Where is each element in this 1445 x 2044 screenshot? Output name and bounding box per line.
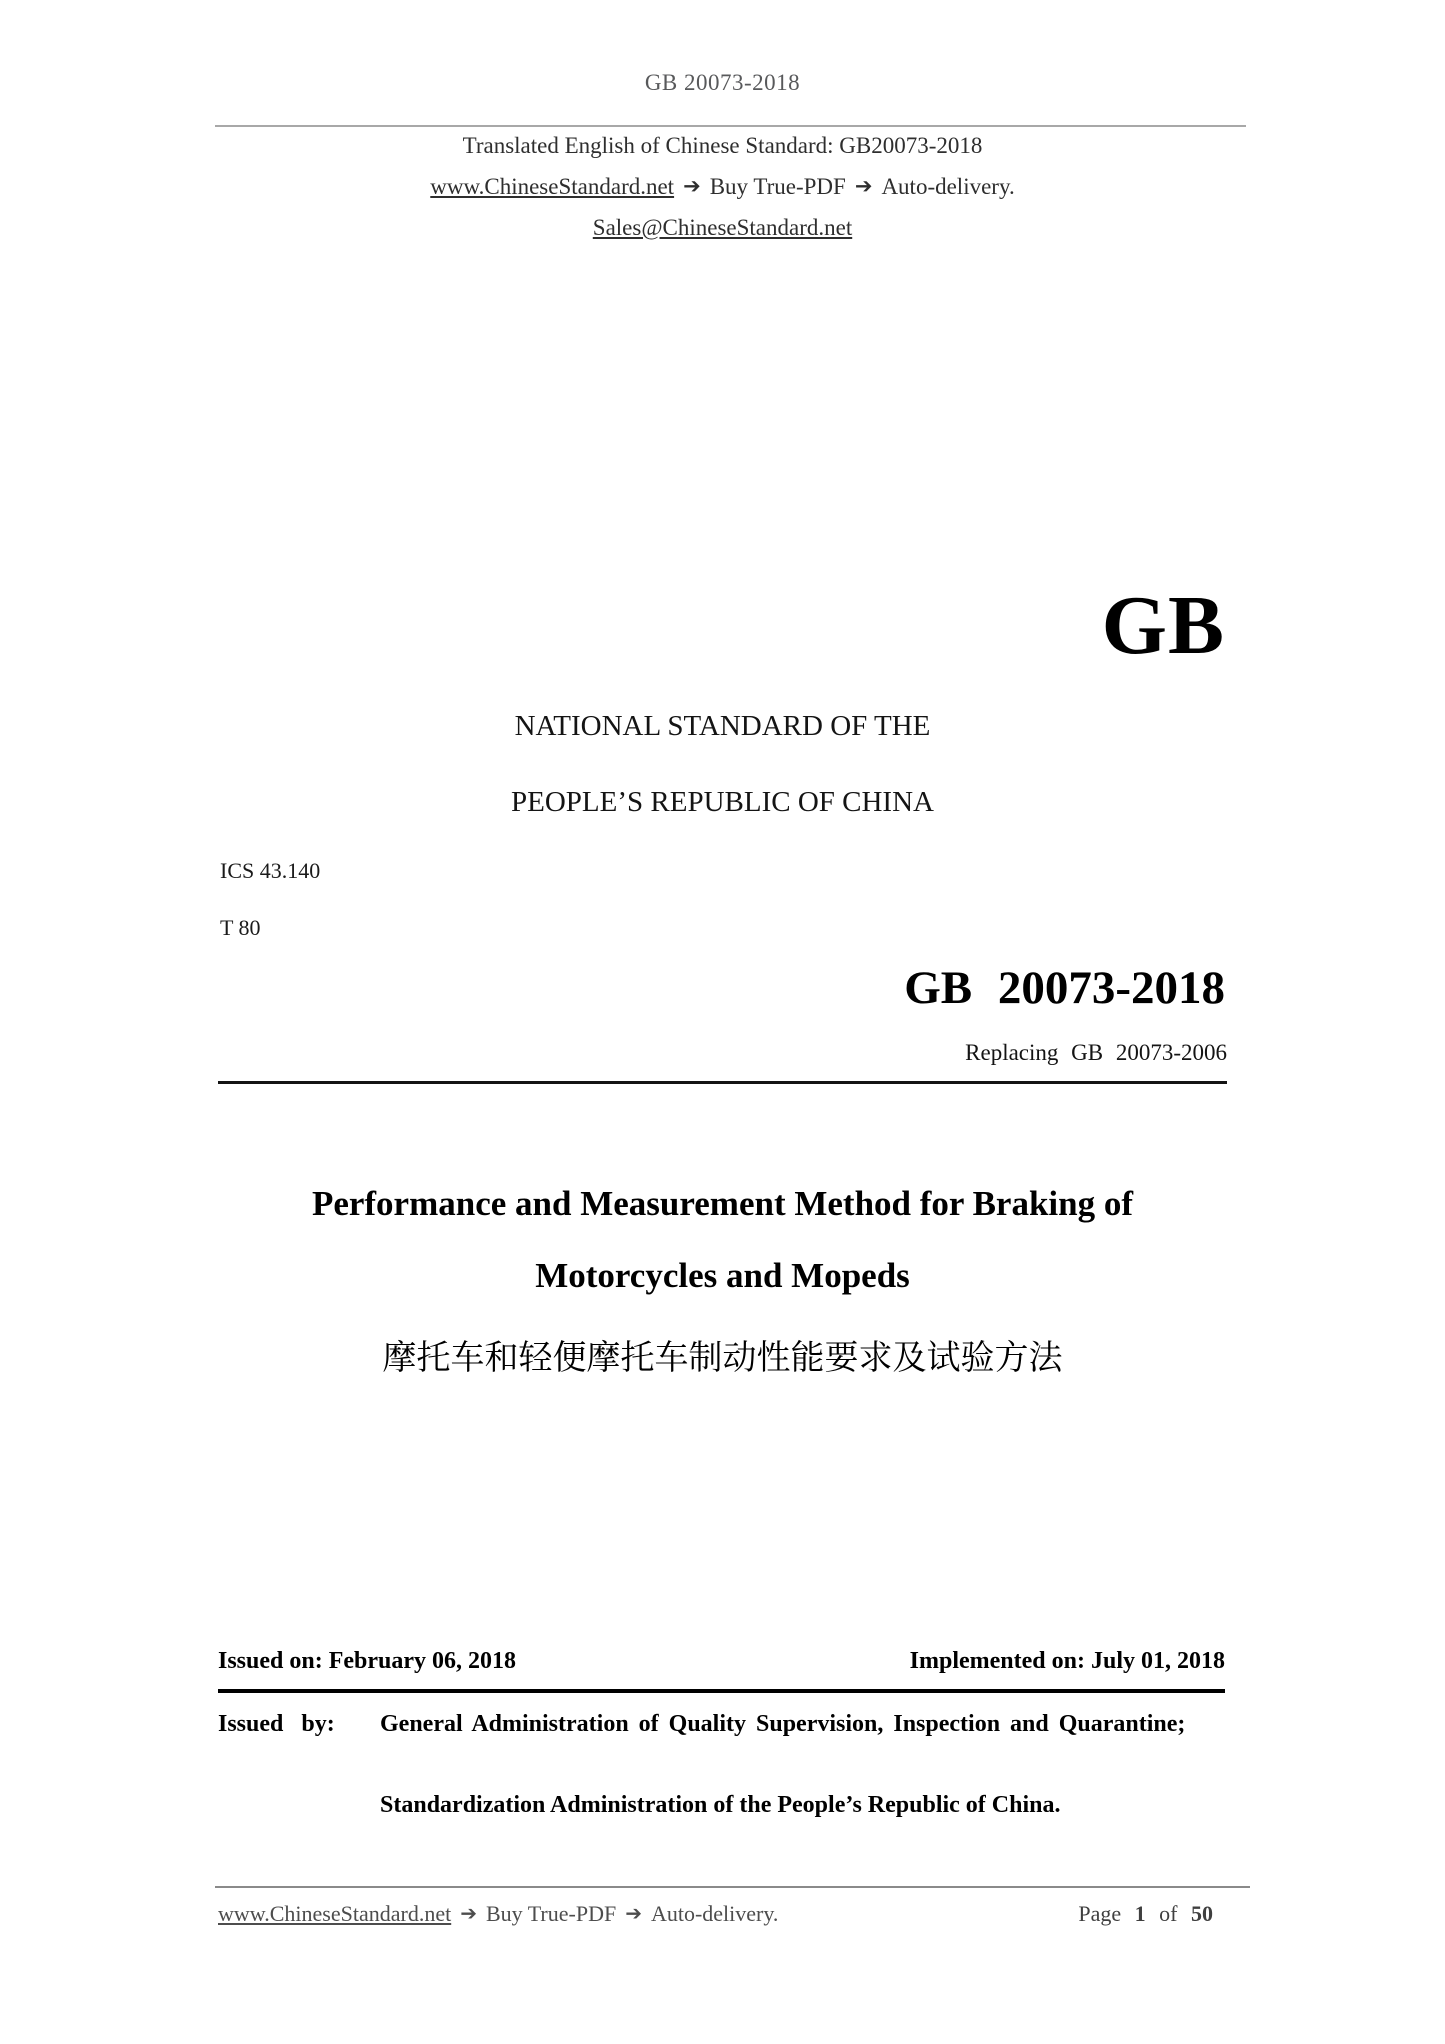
arrow-icon: ➔ (460, 1901, 477, 1925)
footer-delivery-text: Auto-delivery. (650, 1901, 779, 1926)
issuer-secondary: Standardization Administration of the People’s Republic of China. (380, 1792, 1061, 1818)
page-number: 1 (1134, 1901, 1146, 1926)
page-indicator (1078, 1901, 1213, 1927)
page-label: Page (1078, 1901, 1122, 1926)
title-english-line1: Performance and Measurement Method for Braking of (311, 1184, 1134, 1223)
issued-on-date: Issued on: February 06, 2018 (218, 1648, 517, 1674)
implemented-on-date: Implemented on: July 01, 2018 (909, 1648, 1225, 1674)
email-link[interactable]: Sales@ChineseStandard.net (592, 215, 853, 240)
ics-code: ICS 43.140 (220, 858, 321, 883)
issuance-dates-row (218, 1648, 1225, 1675)
arrow-icon: ➔ (625, 1901, 642, 1925)
of-label: of (1159, 1901, 1178, 1926)
arrow-icon: ➔ (683, 174, 701, 198)
footer-link-line (218, 1901, 778, 1927)
translated-line: Translated English of Chinese Standard: GB20073-2018 (462, 133, 983, 158)
title-chinese: 摩托车和轻便摩托车制动性能要求及试验方法 (382, 1340, 1063, 1377)
national-standard-line1: NATIONAL STANDARD OF THE (514, 710, 931, 742)
issued-by-row (218, 1702, 1225, 1746)
running-header-doc-code: GB 20073-2018 (644, 70, 801, 95)
standard-code: GB 20073-2018 (904, 962, 1225, 1014)
page-total: 50 (1191, 1901, 1213, 1926)
masthead-rule (218, 1081, 1227, 1084)
issued-by-label: Issued by: (218, 1711, 335, 1737)
footer-buy-text: Buy True-PDF (485, 1901, 617, 1926)
issuance-rule (218, 1689, 1225, 1693)
title-english-line2: Motorcycles and Mopeds (535, 1256, 910, 1295)
replacing-note: Replacing GB 20073-2006 (965, 1040, 1227, 1065)
intro-link-line (218, 174, 1227, 200)
footer-rule (215, 1886, 1250, 1888)
buy-true-pdf-text: Buy True-PDF (709, 174, 846, 199)
auto-delivery-text: Auto-delivery. (881, 174, 1015, 199)
national-standard-line2: PEOPLE’S REPUBLIC OF CHINA (511, 786, 934, 818)
gb-logo: GB (1101, 579, 1225, 672)
arrow-icon: ➔ (854, 174, 873, 198)
footer-site-link[interactable]: www.ChineseStandard.net (218, 1901, 452, 1926)
classification-code: T 80 (220, 915, 261, 940)
site-link[interactable]: www.ChineseStandard.net (430, 174, 675, 199)
issuer-primary: General Administration of Quality Supervision, Inspection and Quarantine; (380, 1711, 1186, 1737)
intro-email-line (218, 215, 1227, 241)
header-rule (215, 125, 1246, 127)
